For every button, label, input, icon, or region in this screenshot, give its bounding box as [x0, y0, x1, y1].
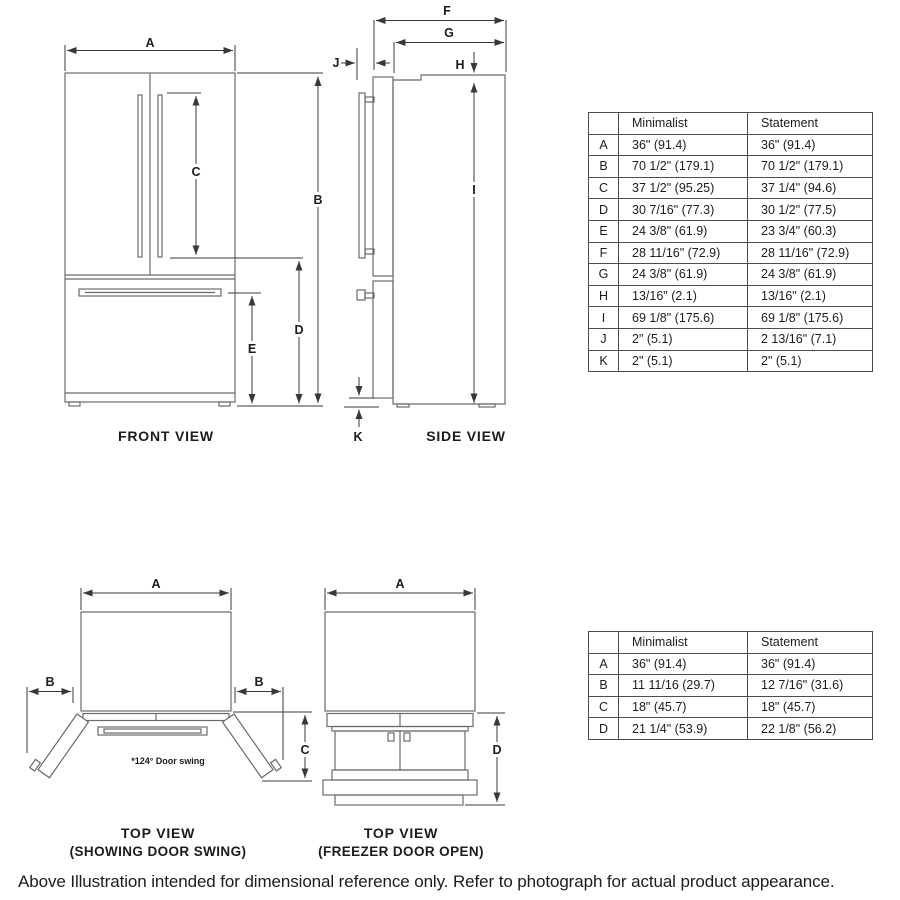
- column-header: Statement: [748, 632, 873, 654]
- dim-letter-cell: I: [589, 307, 619, 329]
- column-header: Minimalist: [619, 113, 748, 135]
- side-view-drawing: [357, 75, 505, 407]
- left-door-open: [30, 709, 89, 780]
- freezer-handle-top-inner: [104, 729, 201, 733]
- dim-value-cell: 11 11/16 (29.7): [619, 675, 748, 697]
- dim-value-cell: 21 1/4" (53.9): [619, 718, 748, 740]
- dim-value-cell: 36" (91.4): [748, 653, 873, 675]
- table-row: [589, 177, 873, 199]
- table-row: [589, 199, 873, 221]
- drawer-right-tab: [404, 733, 410, 741]
- freezer-door-side: [373, 281, 393, 398]
- dim-label-j: J: [332, 56, 340, 70]
- table-row: [589, 350, 873, 372]
- dim-label-c-top: C: [300, 743, 310, 757]
- left-door-handle: [138, 95, 142, 257]
- dim-value-cell: 37 1/4" (94.6): [748, 177, 873, 199]
- dim-value-cell: 2 13/16" (7.1): [748, 328, 873, 350]
- door-handle-side: [359, 93, 365, 258]
- door-swing-note: *124° Door swing: [131, 756, 205, 766]
- freezer-handle-top: [98, 727, 207, 735]
- dim-value-cell: 36" (91.4): [619, 134, 748, 156]
- dim-letter-cell: F: [589, 242, 619, 264]
- dim-letter-cell: D: [589, 199, 619, 221]
- dim-letter-cell: C: [589, 696, 619, 718]
- dim-value-cell: 2" (5.1): [748, 350, 873, 372]
- dim-letter-cell: G: [589, 264, 619, 286]
- dimension-table-top-grid: [588, 631, 873, 740]
- dim-letter-cell: J: [589, 328, 619, 350]
- side-rear-foot: [479, 404, 495, 407]
- freezer-handle-side: [357, 290, 365, 300]
- dim-letter-cell: A: [589, 653, 619, 675]
- side-view-caption: SIDE VIEW: [426, 428, 506, 444]
- top-view-freezer-subcaption: (FREEZER DOOR OPEN): [318, 844, 484, 859]
- dim-label-g: G: [444, 26, 454, 40]
- table-row: [589, 653, 873, 675]
- dim-label-a-front: A: [145, 36, 155, 50]
- fridge-door-side: [373, 77, 393, 276]
- front-view-dimensions: [65, 36, 326, 406]
- fridge-body-side: [393, 75, 505, 404]
- table-row: [589, 285, 873, 307]
- table-row: [589, 718, 873, 740]
- side-front-foot: [397, 404, 409, 407]
- dim-label-d-front: D: [294, 323, 304, 337]
- table-row: [589, 134, 873, 156]
- top-view-swing-caption: TOP VIEW: [120, 825, 196, 841]
- dimension-table-top: [588, 631, 873, 740]
- top-view-freezer-caption: TOP VIEW: [363, 825, 439, 841]
- dim-value-cell: 18" (45.7): [619, 696, 748, 718]
- dim-label-c-front: C: [191, 165, 201, 179]
- dim-letter-cell: H: [589, 285, 619, 307]
- dim-letter-cell: B: [589, 156, 619, 178]
- disclaimer-note: Above Illustration intended for dimensional reference only. Refer to photograph for actual product appearance.: [18, 872, 835, 891]
- dim-label-b-front: B: [313, 193, 323, 207]
- dim-value-cell: 37 1/2" (95.25): [619, 177, 748, 199]
- dim-letter-cell: A: [589, 134, 619, 156]
- dim-label-a-top-swing: A: [151, 577, 161, 591]
- dim-label-b-left: B: [45, 675, 55, 689]
- dim-label-e-front: E: [247, 342, 257, 356]
- dim-value-cell: 24 3/8" (61.9): [619, 264, 748, 286]
- dim-value-cell: 13/16" (2.1): [748, 285, 873, 307]
- dim-value-cell: 28 11/16" (72.9): [619, 242, 748, 264]
- top-view-freezer-dimensions: [325, 577, 505, 805]
- top-view-freezer-drawing: [323, 612, 477, 805]
- door-edge-strip: [332, 727, 468, 732]
- dim-letter-cell: K: [589, 350, 619, 372]
- right-door-handle: [158, 95, 162, 257]
- dim-label-k: K: [353, 430, 363, 444]
- dim-value-cell: 30 1/2" (77.5): [748, 199, 873, 221]
- dim-value-cell: 69 1/8" (175.6): [748, 307, 873, 329]
- front-view-caption: FRONT VIEW: [118, 428, 214, 444]
- dim-value-cell: 12 7/16" (31.6): [748, 675, 873, 697]
- dim-label-d-top: D: [492, 743, 502, 757]
- top-view-swing-drawing: [30, 612, 282, 780]
- dim-letter-cell: D: [589, 718, 619, 740]
- drawer-front-inner: [332, 770, 468, 780]
- table-row: [589, 696, 873, 718]
- dim-label-a-top-freezer: A: [395, 577, 405, 591]
- column-header: Statement: [748, 113, 873, 135]
- fridge-body-top: [81, 612, 231, 711]
- table-row: [589, 675, 873, 697]
- dim-label-b-right: B: [254, 675, 264, 689]
- dim-value-cell: 36" (91.4): [619, 653, 748, 675]
- dimension-table-main-grid: [588, 112, 873, 372]
- table-row: [589, 156, 873, 178]
- table-row: [589, 307, 873, 329]
- dim-value-cell: 24 3/8" (61.9): [748, 264, 873, 286]
- drawer-front-bottom: [335, 795, 463, 805]
- top-view-swing-dimensions: [27, 577, 313, 781]
- dimension-table-main: [588, 112, 873, 372]
- dim-value-cell: 69 1/8" (175.6): [619, 307, 748, 329]
- dim-value-cell: 22 1/8" (56.2): [748, 718, 873, 740]
- dim-letter-cell: C: [589, 177, 619, 199]
- dim-value-cell: 36" (91.4): [748, 134, 873, 156]
- dim-value-cell: 28 11/16" (72.9): [748, 242, 873, 264]
- column-header: [589, 113, 619, 135]
- column-header: Minimalist: [619, 632, 748, 654]
- dim-letter-cell: E: [589, 220, 619, 242]
- dim-value-cell: 70 1/2" (179.1): [748, 156, 873, 178]
- drawer-left-tab: [388, 733, 394, 741]
- top-view-swing-subcaption: (SHOWING DOOR SWING): [69, 844, 247, 859]
- dim-label-i: I: [472, 183, 476, 197]
- front-view-drawing: [65, 73, 235, 406]
- dim-value-cell: 2" (5.1): [619, 350, 748, 372]
- table-row: [589, 264, 873, 286]
- table-row: [589, 220, 873, 242]
- table-row: [589, 328, 873, 350]
- dim-value-cell: 13/16" (2.1): [619, 285, 748, 307]
- right-door-open: [223, 709, 282, 780]
- dim-label-h: H: [455, 58, 465, 72]
- dim-value-cell: 18" (45.7): [748, 696, 873, 718]
- column-header: [589, 632, 619, 654]
- dim-value-cell: 30 7/16" (77.3): [619, 199, 748, 221]
- drawer-front-panel: [323, 780, 477, 795]
- dim-letter-cell: B: [589, 675, 619, 697]
- table-row: [589, 242, 873, 264]
- dim-value-cell: 24 3/8" (61.9): [619, 220, 748, 242]
- dim-value-cell: 23 3/4" (60.3): [748, 220, 873, 242]
- dim-label-f: F: [443, 4, 451, 18]
- dim-value-cell: 70 1/2" (179.1): [619, 156, 748, 178]
- dim-value-cell: 2" (5.1): [619, 328, 748, 350]
- fridge-body-top-2: [325, 612, 475, 711]
